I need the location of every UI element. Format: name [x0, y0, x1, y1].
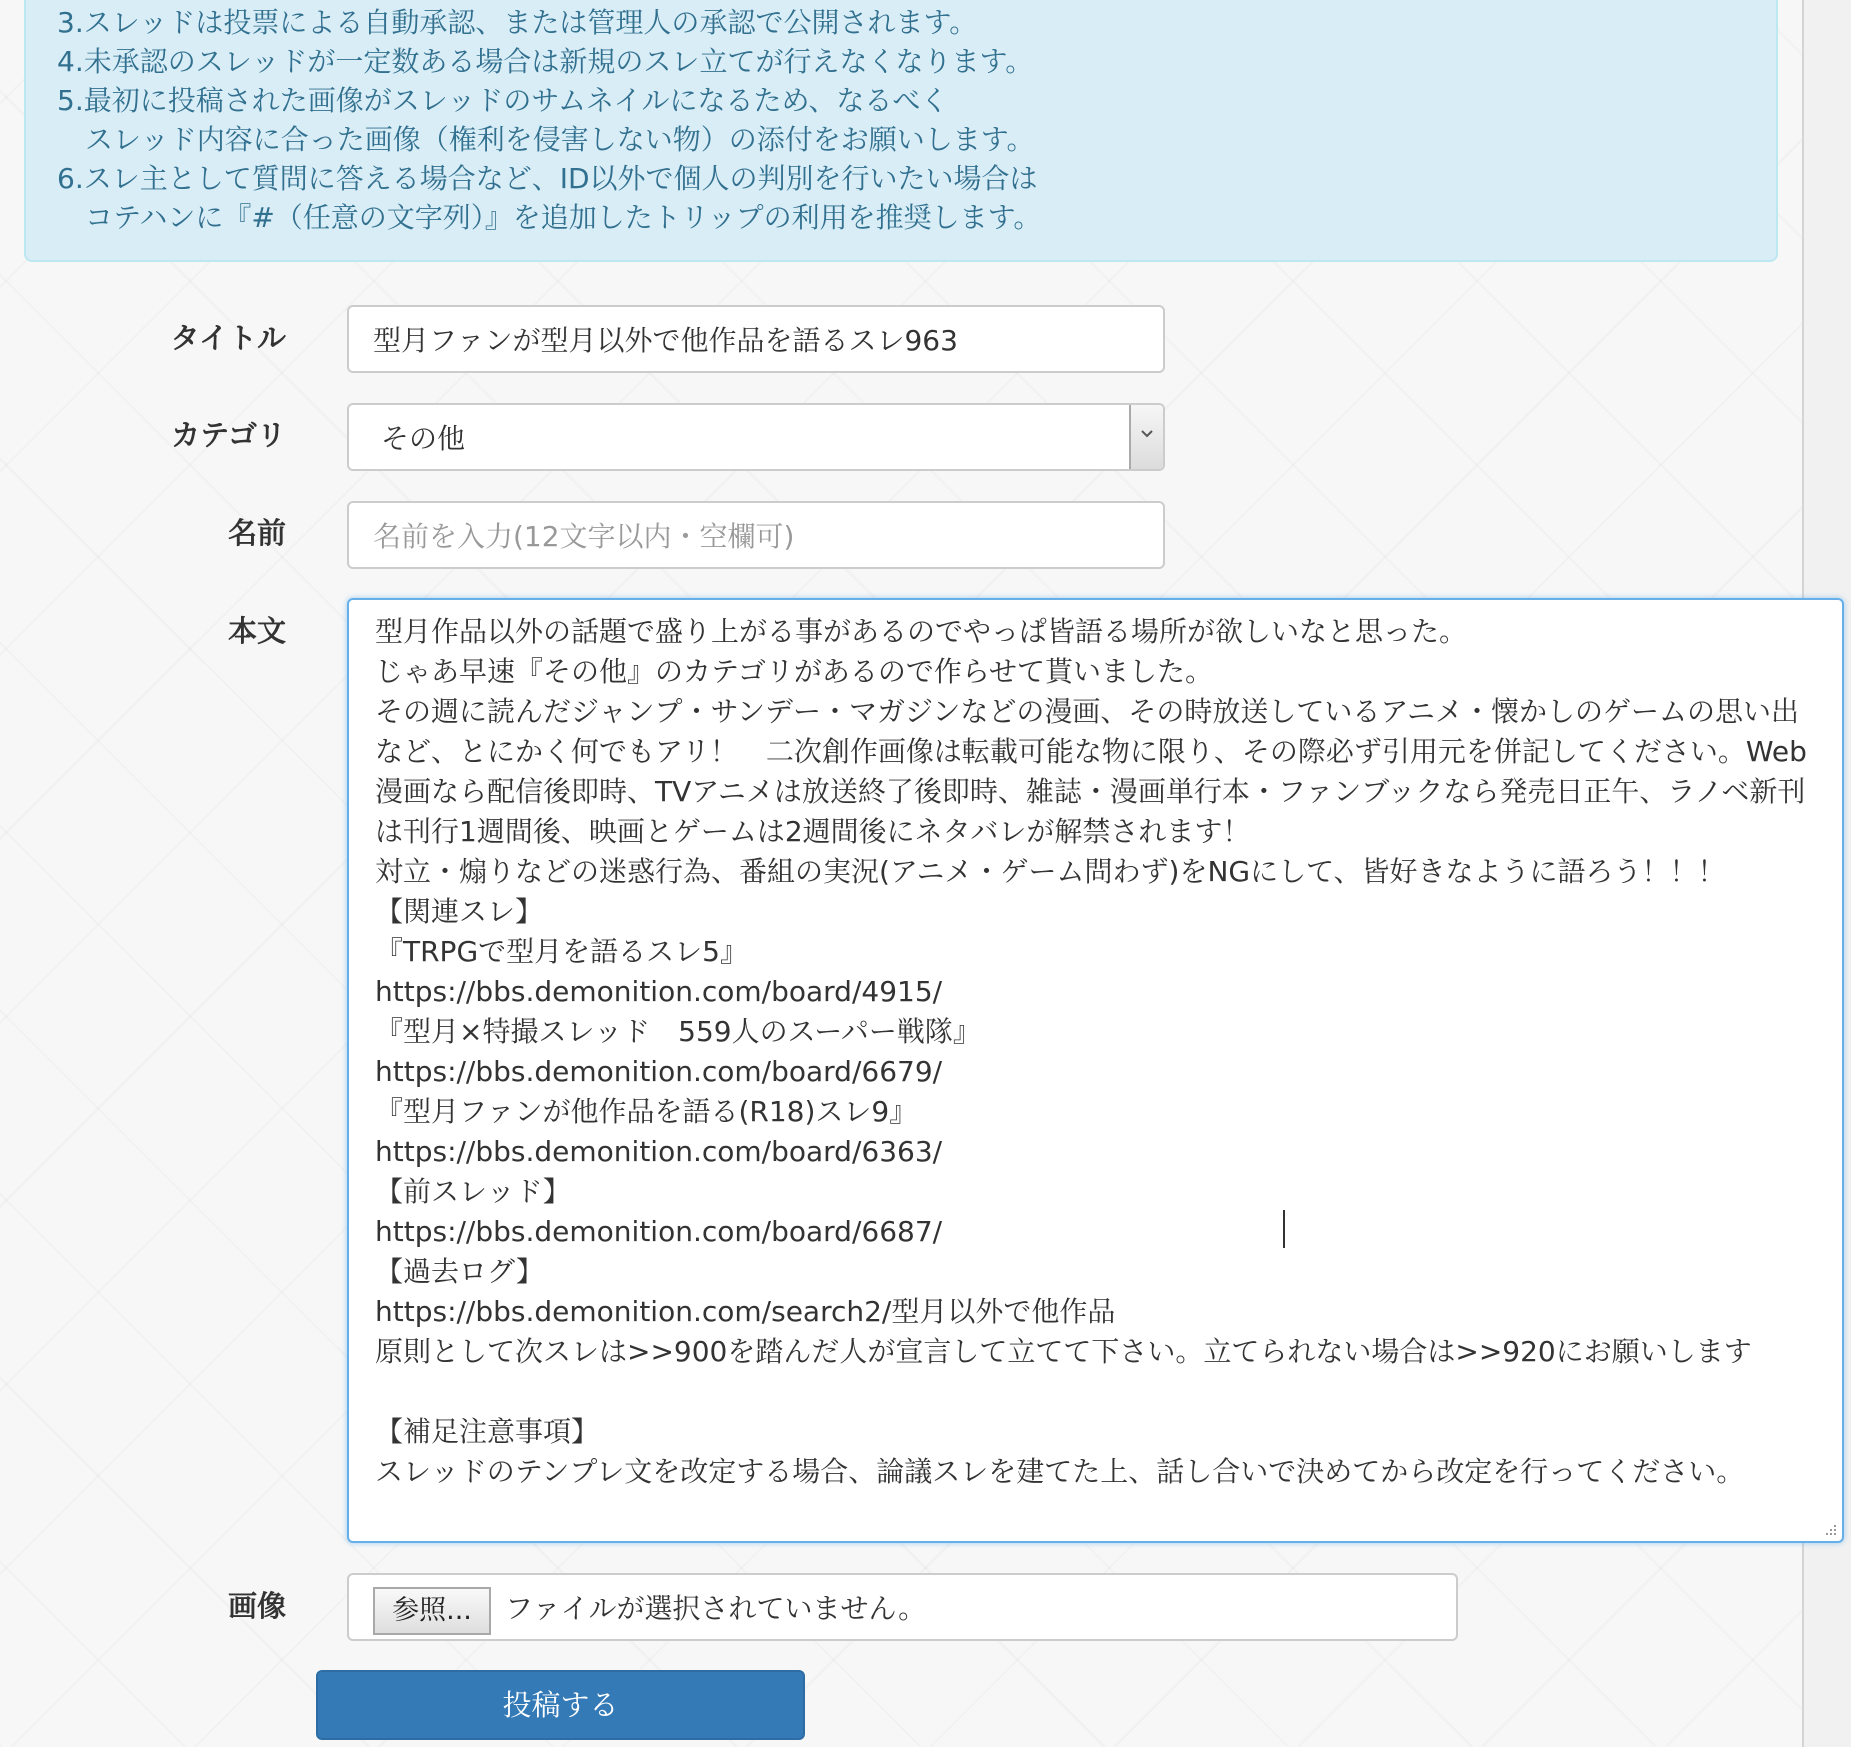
title-label: タイトル — [170, 321, 286, 355]
body-text-line: 『型月×特撮スレッド 559人のスーパー戦隊』 — [375, 1015, 981, 1048]
body-label: 本文 — [227, 614, 286, 648]
resize-grip-icon[interactable] — [1822, 1521, 1838, 1537]
name-input-placeholder: 名前を入力(12文字以内・空欄可) — [373, 520, 795, 553]
category-selected-value: その他 — [381, 422, 466, 455]
file-status-text: ファイルが選択されていません。 — [505, 1592, 927, 1625]
submit-post-button[interactable]: 投稿する — [316, 1670, 805, 1740]
body-text-line: 【補足注意事項】 — [375, 1415, 600, 1448]
image-label: 画像 — [227, 1589, 286, 1623]
body-text-line: 型月作品以外の話題で盛り上がる事があるのでやっぱ皆語る場所が欲しいなと思った。 — [375, 615, 1468, 648]
title-input[interactable] — [347, 305, 1165, 373]
body-textarea[interactable] — [347, 598, 1844, 1543]
body-text-line: https://bbs.demonition.com/search2/型月以外で他作品 — [375, 1295, 1116, 1328]
category-label: カテゴリ — [171, 418, 286, 452]
body-text-line: 原則として次スレは>>900を踏んだ人が宣言して立てて下さい。立てられない場合は>>920にお願いします — [375, 1335, 1752, 1368]
image-file-input[interactable] — [347, 1573, 1458, 1641]
body-text-line: 【関連スレ】 — [375, 895, 544, 928]
notice-line: 6.スレ主として質問に答える場合など、ID以外で個人の判別を行いたい場合は — [57, 162, 1038, 195]
title-input-value: 型月ファンが型月以外で他作品を語るスレ963 — [373, 324, 958, 357]
body-text-line: https://bbs.demonition.com/board/6687/ — [375, 1215, 943, 1248]
body-text-line: 『型月ファンが他作品を語る(R18)スレ9』 — [375, 1095, 918, 1128]
body-text-line: じゃあ早速『その他』のカテゴリがあるので作らせて貰いました。 — [375, 655, 1214, 688]
posting-rules-notice — [24, 0, 1778, 262]
body-text-line: 【過去ログ】 — [375, 1255, 544, 1288]
notice-line: スレッド内容に合った画像（権利を侵害しない物）の添付をお願いします。 — [57, 123, 1035, 156]
body-text-line: https://bbs.demonition.com/board/6363/ — [375, 1135, 943, 1168]
body-text-line: は刊行1週間後、映画とゲームは2週間後にネタバレが解禁されます！ — [375, 815, 1251, 848]
body-text-line: その週に読んだジャンプ・サンデー・マガジンなどの漫画、その時放送しているアニメ・懐かしのゲームの思い出 — [375, 695, 1799, 728]
body-text-line: https://bbs.demonition.com/board/4915/ — [375, 975, 943, 1008]
body-text-line: https://bbs.demonition.com/board/6679/ — [375, 1055, 943, 1088]
body-text-line: 対立・煽りなどの迷惑行為、番組の実況(アニメ・ゲーム問わず)をNGにして、皆好きなように語ろう！！！ — [375, 855, 1726, 888]
notice-line: 4.未承認のスレッドが一定数ある場合は新規のスレ立てが行えなくなります。 — [57, 45, 1034, 78]
notice-line: 3.スレッドは投票による自動承認、または管理人の承認で公開されます。 — [57, 6, 978, 39]
body-text-line: 『TRPGで型月を語るスレ5』 — [375, 935, 748, 968]
body-text-line: 漫画なら配信後即時、TVアニメは放送終了後即時、雑誌・漫画単行本・ファンブックなら発売日正午、ラノベ新刊 — [375, 775, 1806, 808]
name-label: 名前 — [227, 516, 286, 550]
body-text-line: など、とにかく何でもアリ！ 二次創作画像は転載可能な物に限り、その際必ず引用元を併記してください。Web — [375, 735, 1807, 768]
browse-button[interactable]: 参照... — [373, 1587, 491, 1635]
notice-line: 5.最初に投稿された画像がスレッドのサムネイルになるため、なるべく — [57, 84, 949, 117]
text-caret — [1283, 1210, 1285, 1248]
notice-line: コテハンに『#（任意の文字列）』を追加したトリップの利用を推奨します。 — [57, 201, 1042, 234]
chevron-down-icon[interactable] — [1129, 405, 1163, 469]
name-input[interactable] — [347, 501, 1165, 569]
category-select[interactable] — [347, 403, 1165, 471]
body-text-line: スレッドのテンプレ文を改定する場合、論議スレを建てた上、話し合いで決めてから改定を行ってください。 — [375, 1455, 1745, 1488]
body-text-line: 【前スレッド】 — [375, 1175, 571, 1208]
